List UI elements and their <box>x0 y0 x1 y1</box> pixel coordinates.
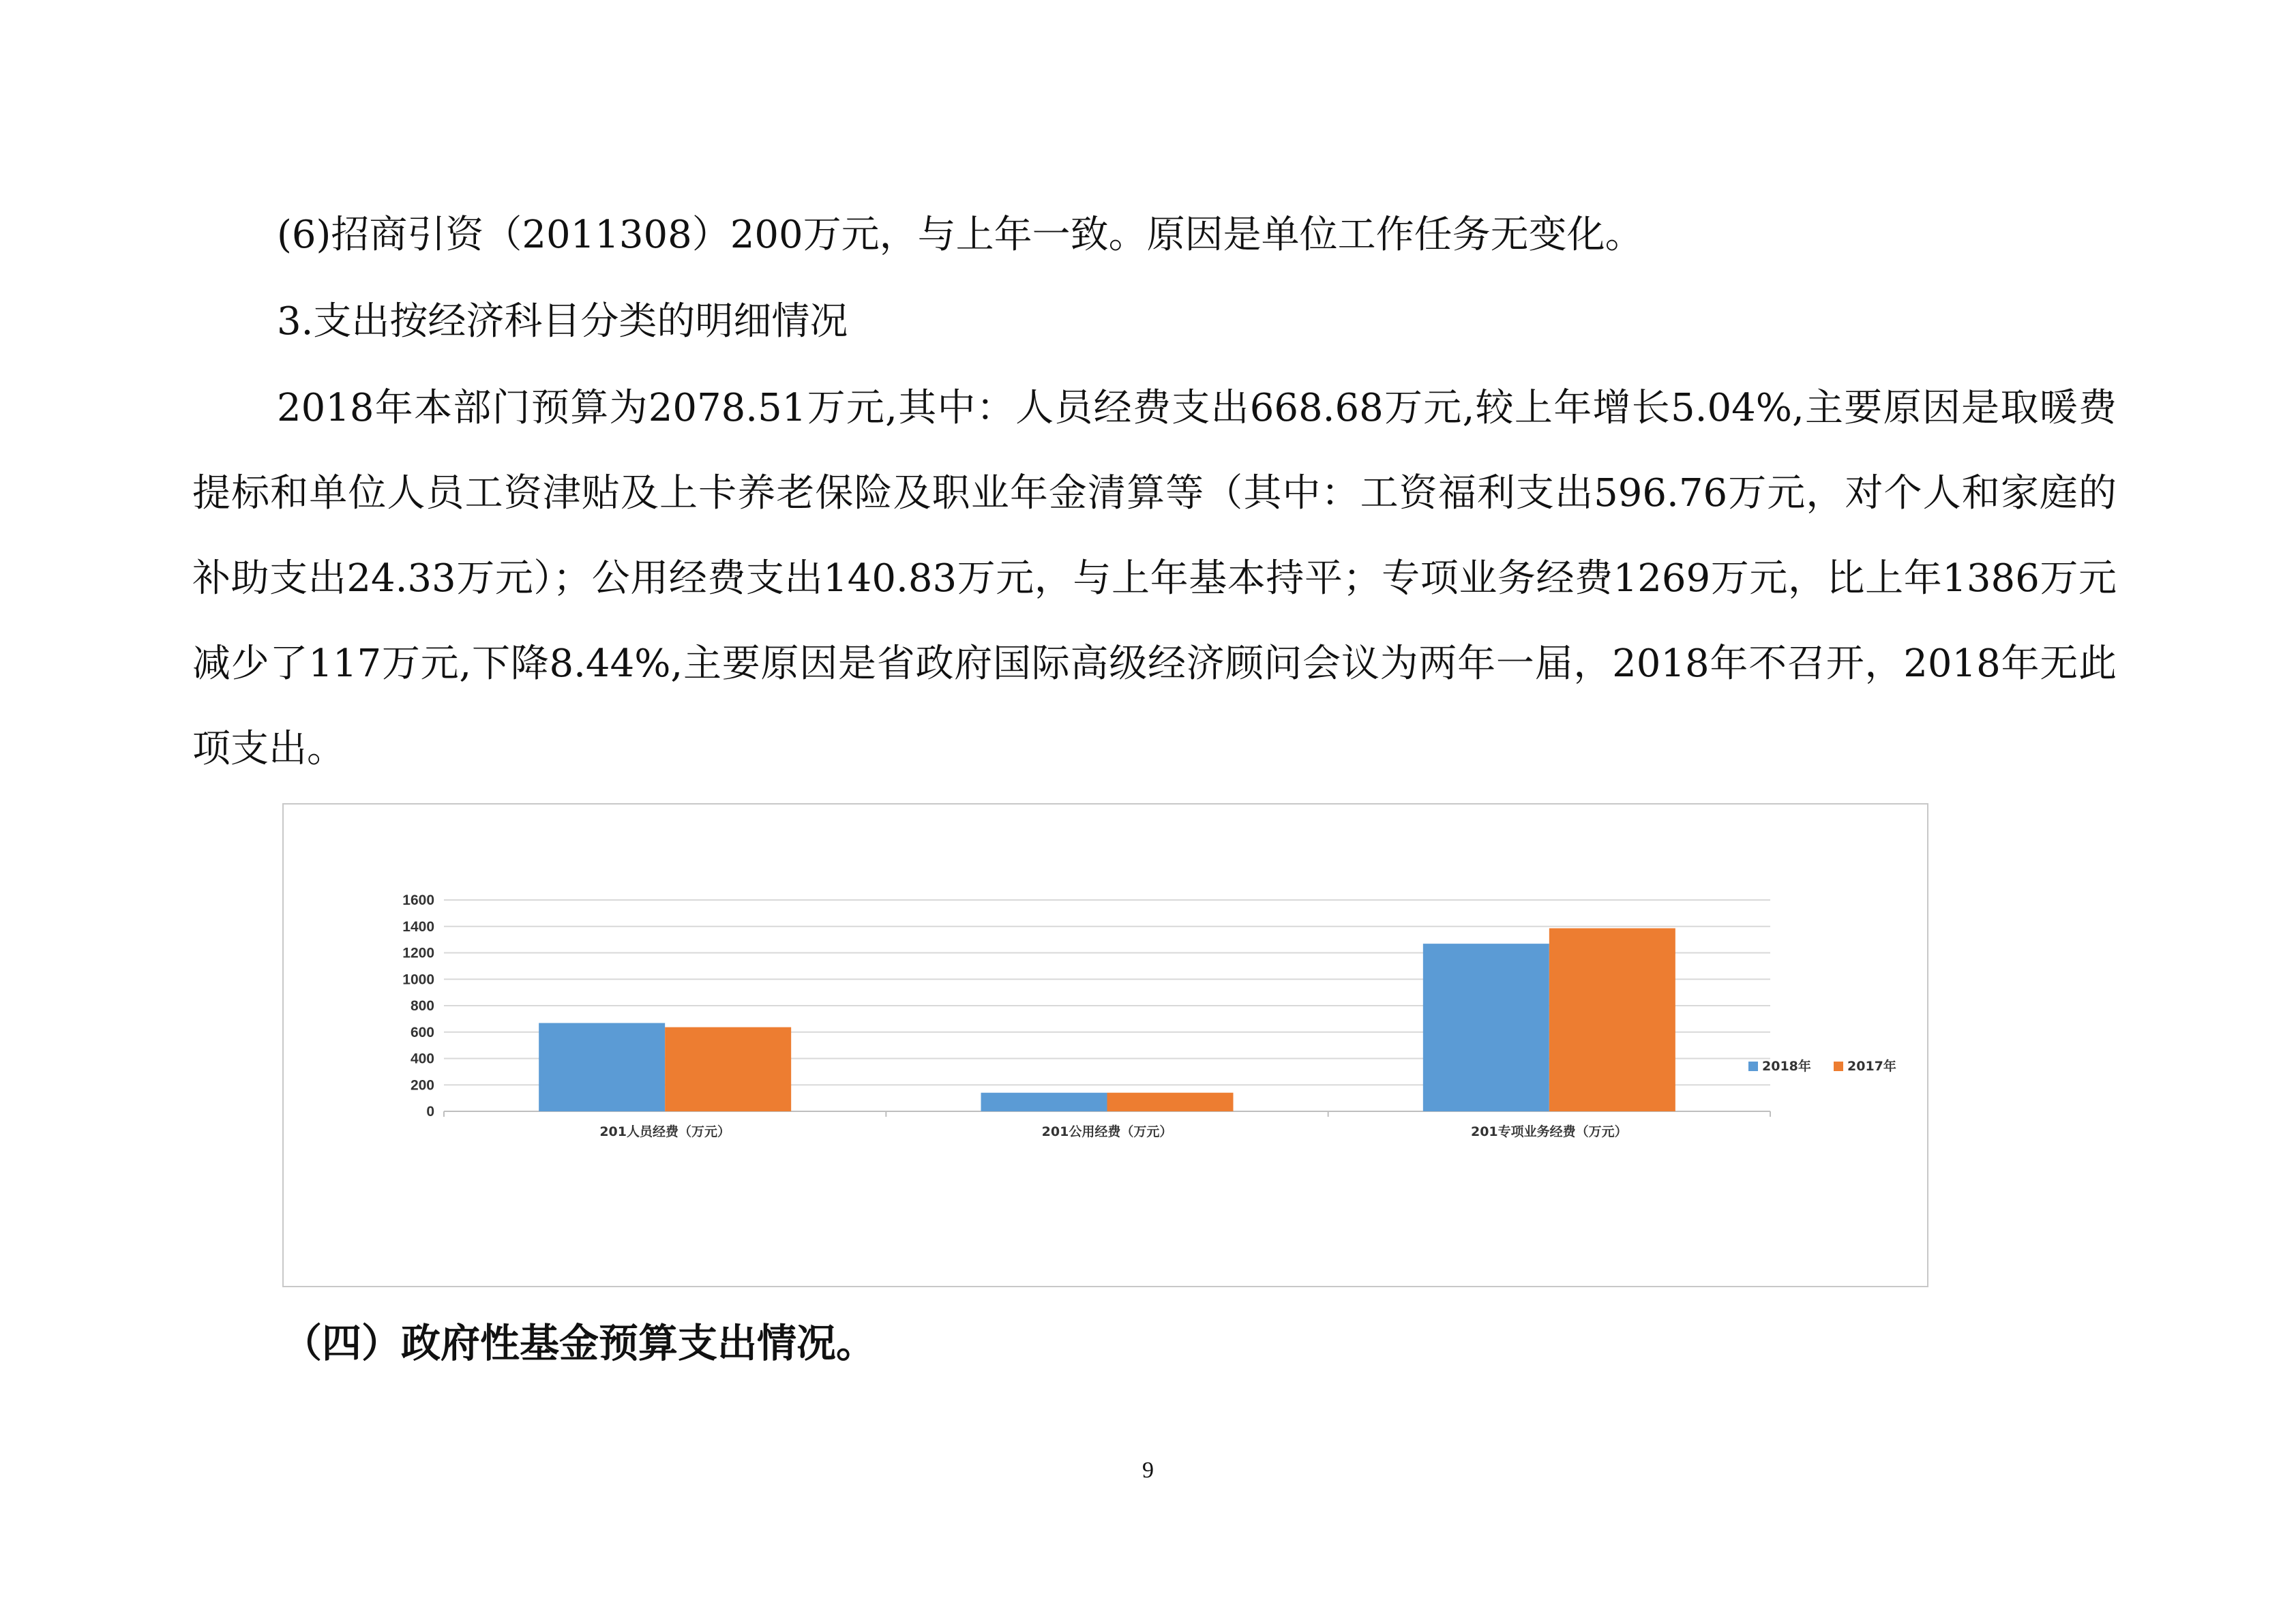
expenditure-bar-chart <box>282 803 1928 1287</box>
y-tick-label: 1600 <box>402 892 434 908</box>
y-tick-label: 400 <box>410 1051 434 1067</box>
y-tick-label: 600 <box>410 1024 434 1040</box>
legend-swatch <box>1748 1062 1758 1071</box>
legend-label: 2018年 <box>1762 1059 1811 1074</box>
paragraph-budget-detail: 2018年本部门预算为2078.51万元,其中：人员经费支出668.68万元,较上年增长5.04%,主要原因是取暖费提标和单位人员工资津贴及上卡养老保险及职业年金清算等（其中：工资福利支出596.76万元，对个人和家庭的补助支出24.33万元）；公用经费支出140.83万元，与上年基本持平；专项业务经费1269万元，比上年1386万元减少了117万元,下降8.44%,主要原因是省政府国际高级经济顾问会议为两年一届，2018年不召开，2018年无此项支出。 <box>192 386 2117 771</box>
bar-2018年-1 <box>981 1093 1107 1111</box>
category-label: 201公用经费（万元） <box>1041 1124 1173 1139</box>
bar-2017年-2 <box>1549 928 1675 1111</box>
y-tick-label: 1200 <box>402 945 434 961</box>
y-tick-label: 1000 <box>402 972 434 988</box>
bar-2018年-2 <box>1423 944 1549 1111</box>
category-label: 201人员经费（万元） <box>599 1124 731 1139</box>
y-tick-label: 0 <box>426 1104 434 1120</box>
legend-label: 2017年 <box>1847 1059 1896 1074</box>
bar-2018年-0 <box>539 1023 665 1111</box>
page-number: 9 <box>1142 1458 1154 1483</box>
category-label: 201专项业务经费（万元） <box>1470 1124 1628 1139</box>
paragraph-investment: (6)招商引资（2011308）200万元，与上年一致。原因是单位工作任务无变化。 <box>277 213 1643 257</box>
chart-canvas <box>284 805 1930 1289</box>
paragraph-section-title: 3.支出按经济科目分类的明细情况 <box>277 299 848 344</box>
y-tick-label: 200 <box>410 1077 434 1094</box>
legend-swatch <box>1834 1062 1843 1071</box>
y-tick-label: 1400 <box>402 918 434 935</box>
y-tick-label: 800 <box>410 998 434 1014</box>
bar-2017年-0 <box>665 1027 791 1111</box>
section-heading: （四）政府性基金预算支出情况。 <box>282 1320 876 1366</box>
bar-2017年-1 <box>1107 1093 1234 1111</box>
